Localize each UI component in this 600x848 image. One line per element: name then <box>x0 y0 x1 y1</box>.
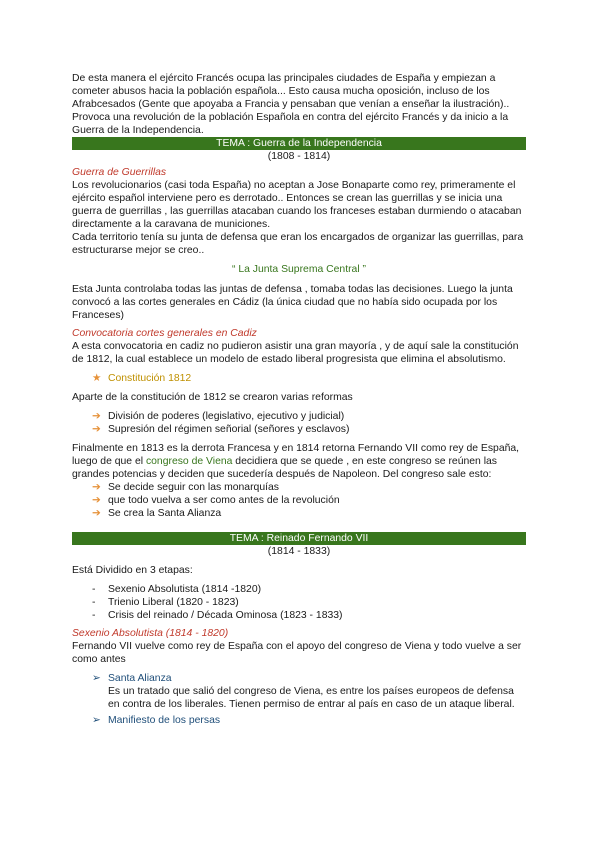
list-item <box>72 410 526 423</box>
constitucion-1812-label: Constitución 1812 <box>108 373 192 384</box>
manifiesto-persas-title: Manifiesto de los persas <box>108 715 221 726</box>
outcome-item: Se crea la Santa Alianza <box>108 508 222 519</box>
list-item <box>72 596 526 609</box>
guerrillas-paragraph-3: Esta Junta controlaba todas las juntas de defensa , tomaba todas las decisiones. Luego la junta convocó a las cortes generales en Cádiz (la única ciudad que no había sido ocupada por los Franceses) <box>72 284 513 321</box>
arrow-icon: ➔ <box>92 508 101 519</box>
dash-bullet: - <box>92 584 96 595</box>
list-item <box>72 481 526 494</box>
triangle-arrow-icon: ➢ <box>92 715 101 726</box>
document-page <box>72 72 526 727</box>
etapas-intro: Está Dividido en 3 etapas: <box>72 565 193 576</box>
reforms-list <box>72 410 526 436</box>
tema-banner-independencia: TEMA : Guerra de la Independencia <box>72 137 526 150</box>
outcome-item: que todo vuelva a ser como antes de la revolución <box>108 495 340 506</box>
guerrillas-paragraph-1: Los revolucionarios (casi toda España) no aceptan a Jose Bonaparte como rey, primeramente el ejército español interviene pero es derrotado.. Entonces se crean las guerrillas y se inicia una guerra de guerrillas , las guerrillas atacaban cuando los franceses estaban durmiendo o atacaban directamente a la caravana de municiones. <box>72 180 522 230</box>
etapa-item: Sexenio Absolutista (1814 -1820) <box>108 584 262 595</box>
arrow-icon: ➔ <box>92 411 101 422</box>
text-segment: decidiera que se quede , en este congreso se reúnen las grandes potencias y deciden que sucedería después de Napoleon. Del congreso sale esto: <box>72 456 497 480</box>
heading-convocatoria-cadiz: Convocatoria cortes generales en Cadiz <box>72 328 257 339</box>
arrow-icon: ➔ <box>92 482 101 493</box>
list-item <box>72 672 526 685</box>
star-icon: ★ <box>92 373 102 384</box>
heading-sexenio-absolutista: Sexenio Absolutista (1814 - 1820) <box>72 628 229 639</box>
sexenio-list-2 <box>72 714 526 727</box>
santa-alianza-description: Es un tratado que salió del congreso de Viena, es entre los países europeos de defensa en contra de los liberales. Tienen permiso de entrar al país en caso de un ataque liberal. <box>108 686 515 710</box>
arrow-icon: ➔ <box>92 424 101 435</box>
cadiz-paragraph-1: A esta convocatoria en cadiz no pudieron asistir una gran mayoría , y de aquí sale la constitución de 1812, la cual establece un modelo de estado liberal progresista que elimina el absolutismo. <box>72 341 519 365</box>
dash-bullet: - <box>92 610 96 621</box>
list-item <box>72 507 526 520</box>
list-item <box>72 494 526 507</box>
etapas-list <box>72 583 526 622</box>
etapa-item: Crisis del reinado / Década Ominosa (1823 - 1833) <box>108 610 343 621</box>
arrow-icon: ➔ <box>92 495 101 506</box>
list-item <box>72 714 526 727</box>
reform-item: División de poderes (legislativo, ejecutivo y judicial) <box>108 411 345 422</box>
heading-guerra-guerrillas: Guerra de Guerrillas <box>72 167 167 178</box>
list-item <box>72 609 526 622</box>
tema-banner-fernando: TEMA : Reinado Fernando VII <box>72 532 526 545</box>
intro-paragraph: De esta manera el ejército Francés ocupa las principales ciudades de España y empiezan a cometer abusos hacia la población española... Esto causa mucha oposición, incluso de los Afrabcesados (Gente que apoyaba a Francia y pensaban que venían a enseñar la ilustración).. Provoca una revolución de la población Española en contra del ejército Francés y da inicio a la Guerra de la Independencia. <box>72 73 510 136</box>
constitucion-list <box>72 372 526 385</box>
junta-suprema-quote: “ La Junta Suprema Central ” <box>232 264 366 275</box>
sexenio-list <box>72 672 526 685</box>
cadiz-paragraph-3 <box>72 442 526 481</box>
list-item <box>72 423 526 436</box>
congreso-viena-link: congreso de Viena <box>145 456 233 467</box>
outcomes-list <box>72 481 526 520</box>
tema-dates-fernando: (1814 - 1833) <box>267 546 331 557</box>
reform-item: Supresión del régimen señorial (señores y esclavos) <box>108 424 350 435</box>
list-item <box>72 372 526 385</box>
cadiz-paragraph-2: Aparte de la constitución de 1812 se crearon varias reformas <box>72 392 353 403</box>
outcome-item: Se decide seguir con las monarquías <box>108 482 279 493</box>
tema-dates-independencia: (1808 - 1814) <box>267 151 331 162</box>
guerrillas-paragraph-2: Cada territorio tenía su junta de defensa que eran los encargados de organizar las guerrillas, para estructurarse mejor se creo.. <box>72 232 524 256</box>
triangle-arrow-icon: ➢ <box>92 673 101 684</box>
list-item <box>72 583 526 596</box>
text-segment: Finalmente en 1813 es la derrota Francesa y en 1814 retorna Fernando VII como rey de España, luego de que el <box>72 443 520 467</box>
sexenio-paragraph: Fernando VII vuelve como rey de España con el apoyo del congreso de Viena y todo vuelve a ser como antes <box>72 641 522 665</box>
santa-alianza-title: Santa Alianza <box>108 673 172 684</box>
dash-bullet: - <box>92 597 96 608</box>
etapa-item: Trienio Liberal (1820 - 1823) <box>108 597 239 608</box>
